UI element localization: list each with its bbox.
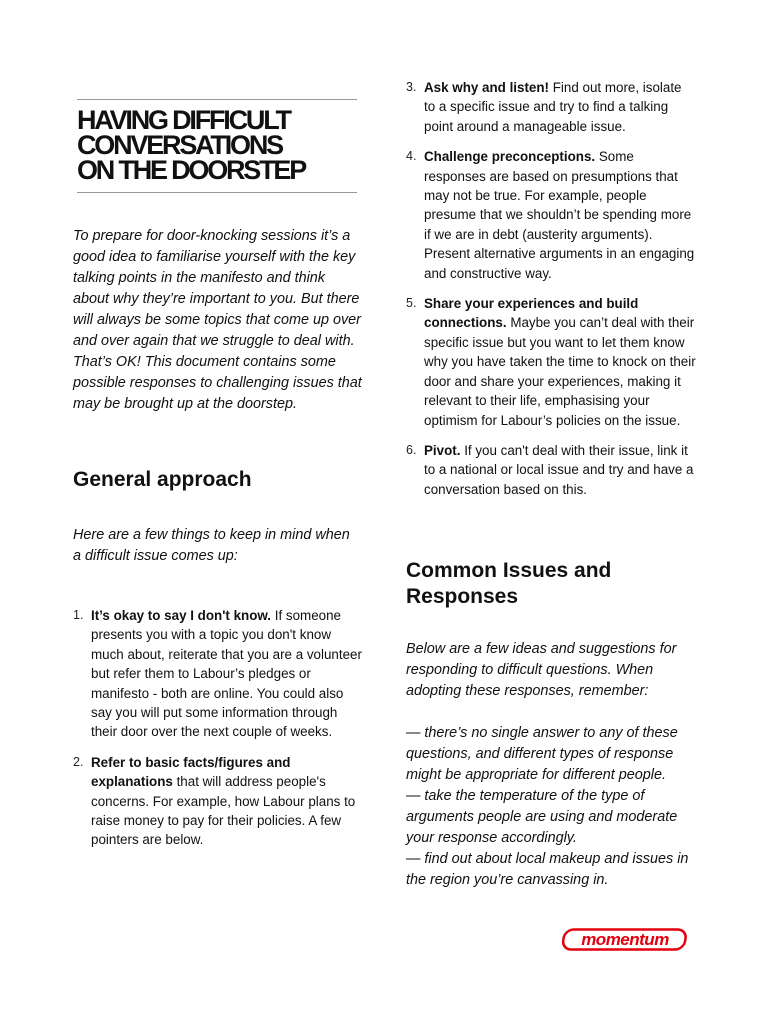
list-number: 1. — [73, 608, 84, 622]
list-item-heading: Ask why and listen! — [424, 80, 550, 95]
list-item-heading: Pivot. — [424, 442, 461, 458]
list-item-text: that will address people's concerns. For example, how Labour plans to raise money to pay for their policies. A few pointers are below. — [91, 774, 356, 848]
list-number: 2. — [73, 754, 84, 769]
common-issues-heading — [406, 558, 706, 610]
list-item-heading: Challenge preconceptions. — [424, 149, 596, 165]
list-item — [73, 606, 363, 742]
reminder-note: — take the temperature of the type of arguments people are using and moderate your response accordingly. — [406, 788, 678, 846]
general-approach-lead: Here are a few things to keep in mind when a difficult issue comes up: — [73, 527, 350, 564]
document-title — [77, 105, 377, 185]
list-item-text: Some responses are based on presumptions that may not be true. For example, people presume that we shouldn’t be spending more if we are in debt (austerity arguments). Present alternative arguments in an engaging and constructive way. — [424, 149, 695, 281]
list-number: 4. — [406, 149, 417, 164]
reminder-notes — [406, 723, 706, 891]
list-item — [406, 147, 696, 283]
list-number: 3. — [406, 80, 417, 94]
title-rule-top — [77, 99, 357, 100]
list-item-heading: Refer to basic facts/figures and explanations — [91, 754, 291, 790]
list-item-heading: It’s okay to say I don't know. — [91, 608, 272, 623]
tips-list-left — [73, 606, 363, 861]
list-item — [406, 441, 696, 499]
title-rule-bottom — [77, 192, 357, 193]
general-approach-heading: General approach — [73, 468, 252, 491]
reminder-note: — there’s no single answer to any of these questions, and different types of response might be appropriate for different people. — [406, 725, 678, 783]
list-item-text: Find out more, isolate to a specific issue and try to find a talking point around a manageable issue. — [424, 80, 682, 134]
list-item-text: If you can't deal with their issue, link it to a national or local issue and try and have a conversation based on this. — [424, 442, 694, 497]
list-number: 5. — [406, 296, 417, 311]
tips-list-right — [406, 78, 696, 510]
list-item — [406, 78, 696, 136]
list-item — [406, 294, 696, 430]
list-item — [73, 753, 363, 850]
title-line: HAVING DIFFICULT — [77, 105, 290, 135]
momentum-logo — [561, 928, 687, 951]
heading-line: Responses — [406, 585, 519, 608]
heading-line: Common Issues and — [406, 559, 612, 582]
reminder-note: — find out about local makeup and issues in the region you’re canvassing in. — [406, 851, 689, 888]
list-item-text: Maybe you can’t deal with their specific issue but you want to let them know why you have taken the time to knock on their door and share your experiences, making it relevant to their life, emphasising your optimism for Labour’s policies on the issue. — [424, 315, 696, 428]
common-issues-lead: Below are a few ideas and suggestions for responding to difficult questions. When adopting these responses, remember: — [406, 641, 677, 699]
title-line: ON THE DOORSTEP — [77, 155, 306, 185]
list-item-heading: Share your experiences and build connections. — [424, 296, 639, 331]
list-number: 6. — [406, 442, 417, 457]
list-item-text: If someone presents you with a topic you don't know much about, reiterate that you are a volunteer but refer them to Labour’s pledges or manifesto - both are online. You could also say you will put some information through their door over the next couple of weeks. — [91, 608, 362, 740]
intro-paragraph: To prepare for door-knocking sessions it’s a good idea to familiarise yourself with the key talking points in the manifesto and think about why they’re important to you. But there will always be some topics that come up over and over again that we struggle to deal with. That’s OK! This document contains some possible responses to challenging issues that may be brought up at the doorstep. — [73, 228, 362, 412]
title-line: CONVERSATIONS — [77, 130, 282, 160]
logo-wordmark: momentum — [581, 930, 669, 949]
